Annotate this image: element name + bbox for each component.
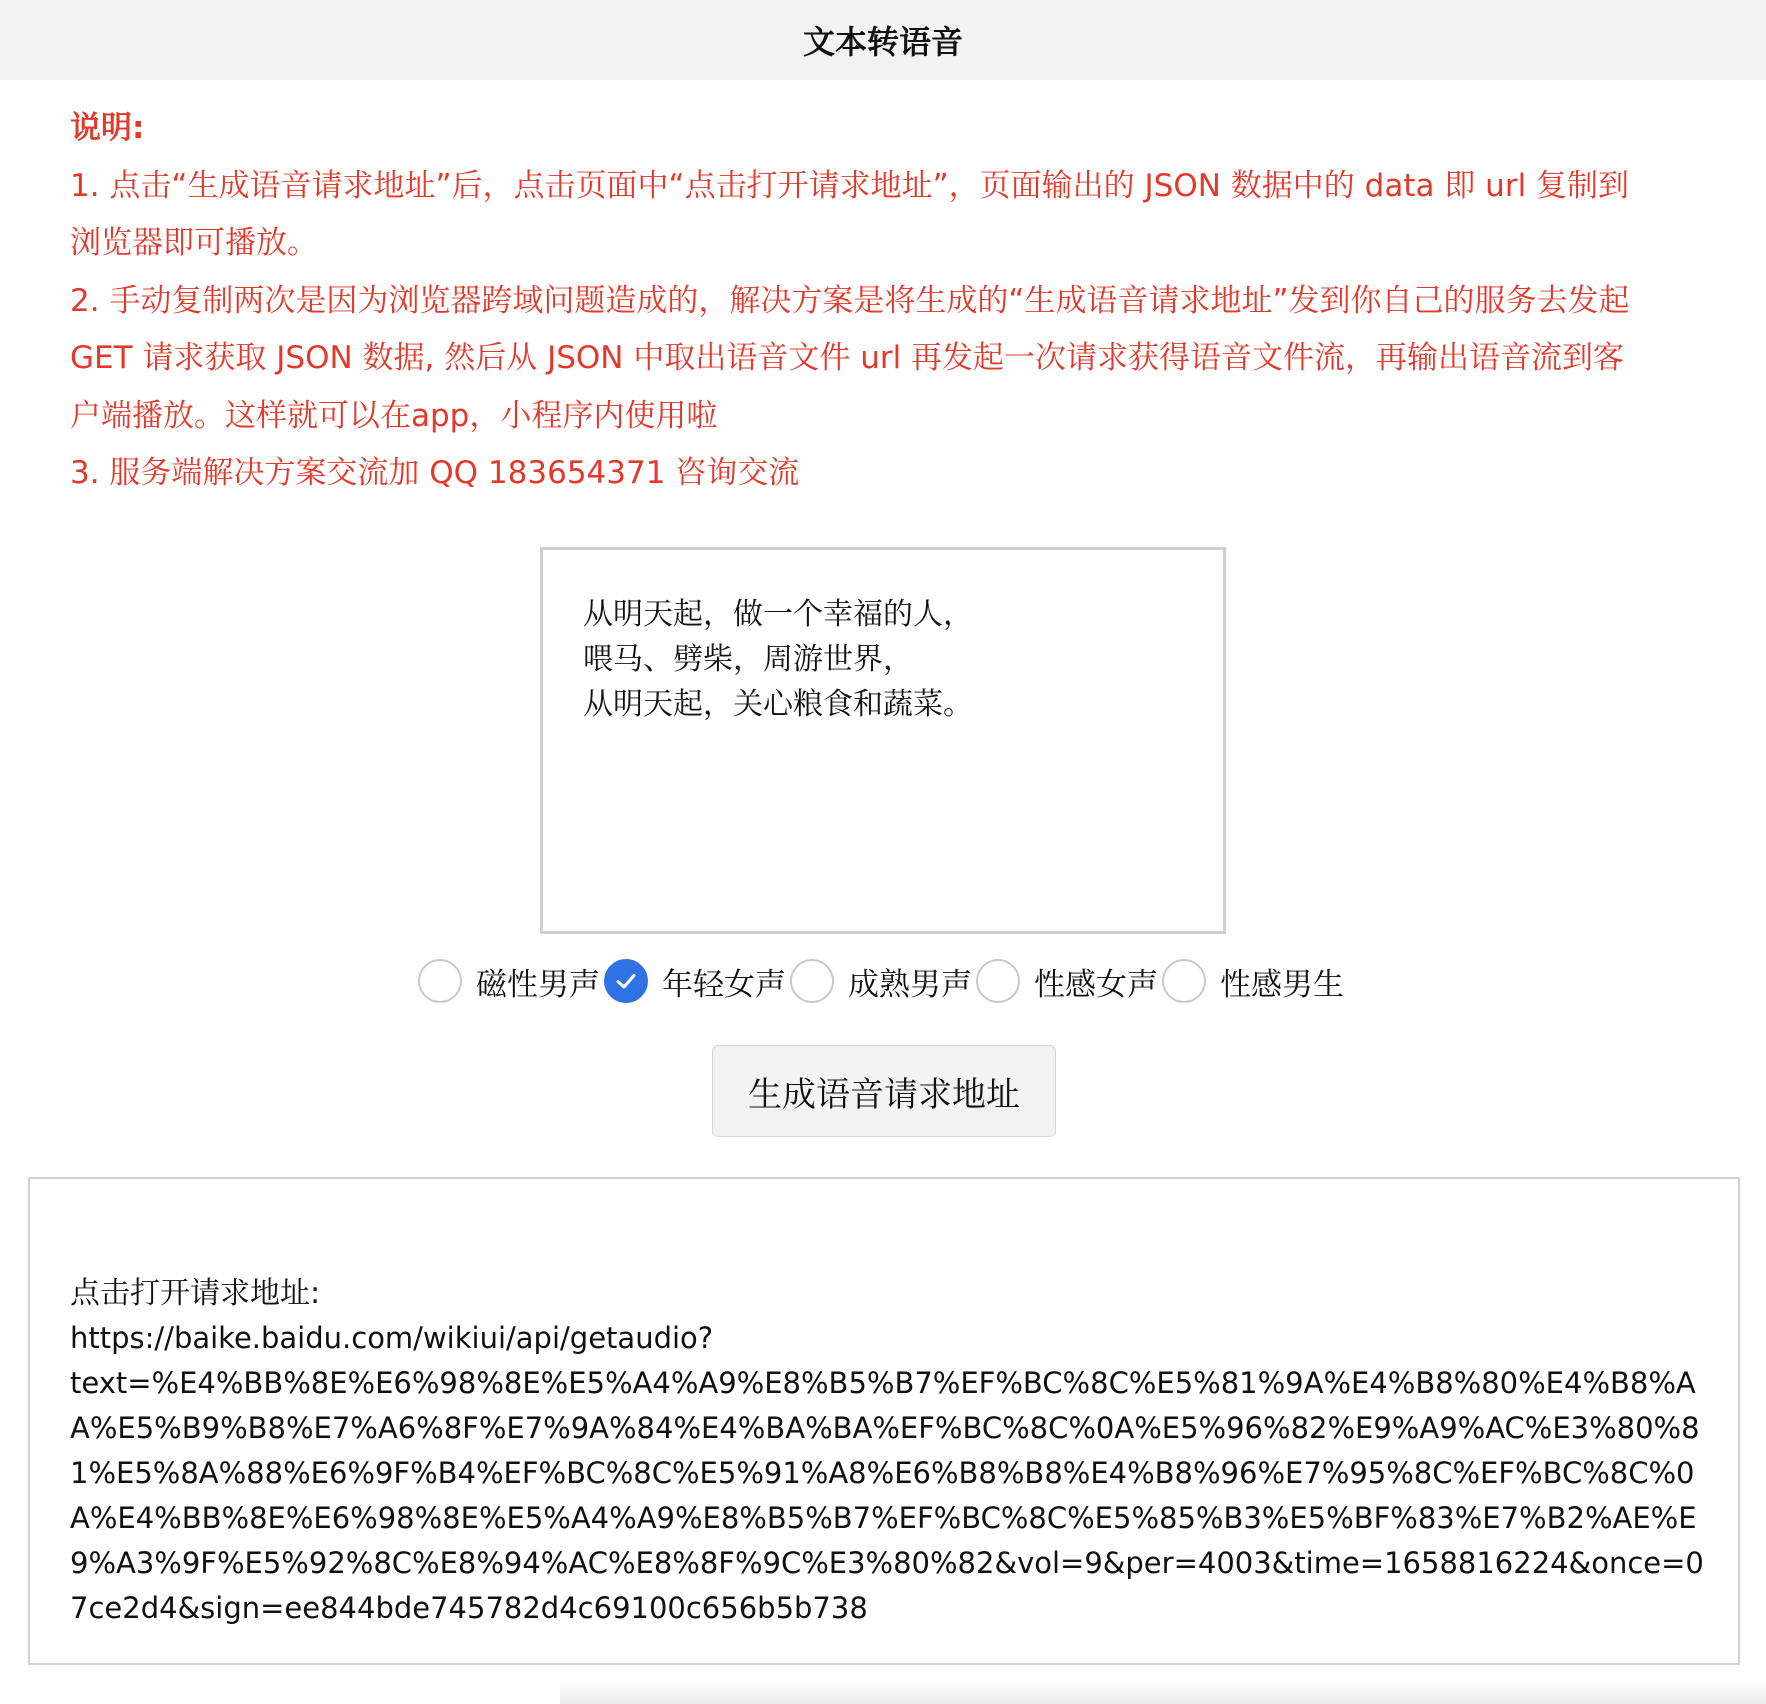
instruction-3: 3. 服务端解决方案交流加 QQ 183654371 咨询交流: [70, 455, 800, 491]
instruction-2-line-2: GET 请求获取 JSON 数据, 然后从 JSON 中取出语音文件 url 再发起一次请求获得语音文件流，再输出语音流到客: [70, 340, 1625, 376]
voice-options: [418, 956, 1348, 1006]
radio-icon[interactable]: [1162, 959, 1206, 1003]
generate-url-button[interactable]: 生成语音请求地址: [712, 1045, 1056, 1137]
voice-label: 年轻女声: [662, 966, 786, 1003]
instruction-1-line-2: 浏览器即可播放。: [70, 225, 318, 261]
voice-option-sexy-male[interactable]: [1162, 959, 1348, 1004]
radio-icon[interactable]: [418, 959, 462, 1003]
radio-icon[interactable]: [790, 959, 834, 1003]
voice-option-sexy-female[interactable]: [976, 959, 1162, 1004]
instruction-2-line-3: 户端播放。这样就可以在app，小程序内使用啦: [70, 397, 718, 434]
voice-label: 磁性男声: [476, 966, 600, 1003]
instructions: [70, 100, 1710, 503]
voice-option-magnetic-male[interactable]: [418, 959, 604, 1004]
voice-label: 性感男生: [1220, 966, 1344, 1003]
text-input[interactable]: 从明天起，做一个幸福的人， 喂马、劈柴，周游世界， 从明天起，关心粮食和蔬菜。: [540, 547, 1226, 934]
instructions-title: 说明:: [70, 110, 145, 146]
bottom-shadow: [560, 1680, 1766, 1704]
instruction-1-line-1: 1. 点击“生成语音请求地址”后，点击页面中“点击打开请求地址”，页面输出的 JSON 数据中的 data 即 url 复制到: [70, 167, 1630, 204]
radio-icon[interactable]: [976, 959, 1020, 1003]
request-url-link[interactable]: https://baike.baidu.com/wikiui/api/getaudio? text=%E4%BB%8E%E6%98%8E%E5%A4%A9%E8%B5%B7%EF%BC%8C%E5%81%9A%E4%B8%80%E4%B8%AA%E5%B9%B8%E7%A6%8F%E7%9A%84%E4%BA%BA%EF%BC%8C%0A%E5%96%82%E9%A9%AC%E3%80%81%E5%8A%88%E6%9F%B4%EF%BC%8C%E5%91%A8%E6%B8%B8%E4%B8%96%E7%95%8C%EF%BC%8C%0A%E4%BB%8E%E6%98%8E%E5%A4%A9%E8%B5%B7%EF%BC%8C%E5%85%B3%E5%BF%83%E7%B2%AE%E9%A3%9F%E5%92%8C%E8%94%AC%E8%8F%9C%E3%80%82&vol=9&per=4003&time=1658816224&once=07ce2d4&sign=ee844bde745782d4c69100c656b5b738: [70, 1321, 1704, 1625]
result-label: 点击打开请求地址:: [70, 1276, 321, 1311]
radio-checked-icon[interactable]: [604, 959, 648, 1003]
page-header: [0, 0, 1766, 80]
result-panel: [28, 1177, 1740, 1665]
voice-option-mature-male[interactable]: [790, 959, 976, 1004]
page-title: 文本转语音: [802, 23, 963, 61]
checkmark-icon: [613, 968, 639, 994]
voice-option-young-female[interactable]: [604, 959, 790, 1004]
voice-label: 性感女声: [1034, 966, 1158, 1003]
voice-label: 成熟男声: [848, 966, 972, 1003]
instruction-2-line-1: 2. 手动复制两次是因为浏览器跨域问题造成的，解决方案是将生成的“生成语音请求地址”发到你自己的服务去发起: [70, 282, 1630, 319]
